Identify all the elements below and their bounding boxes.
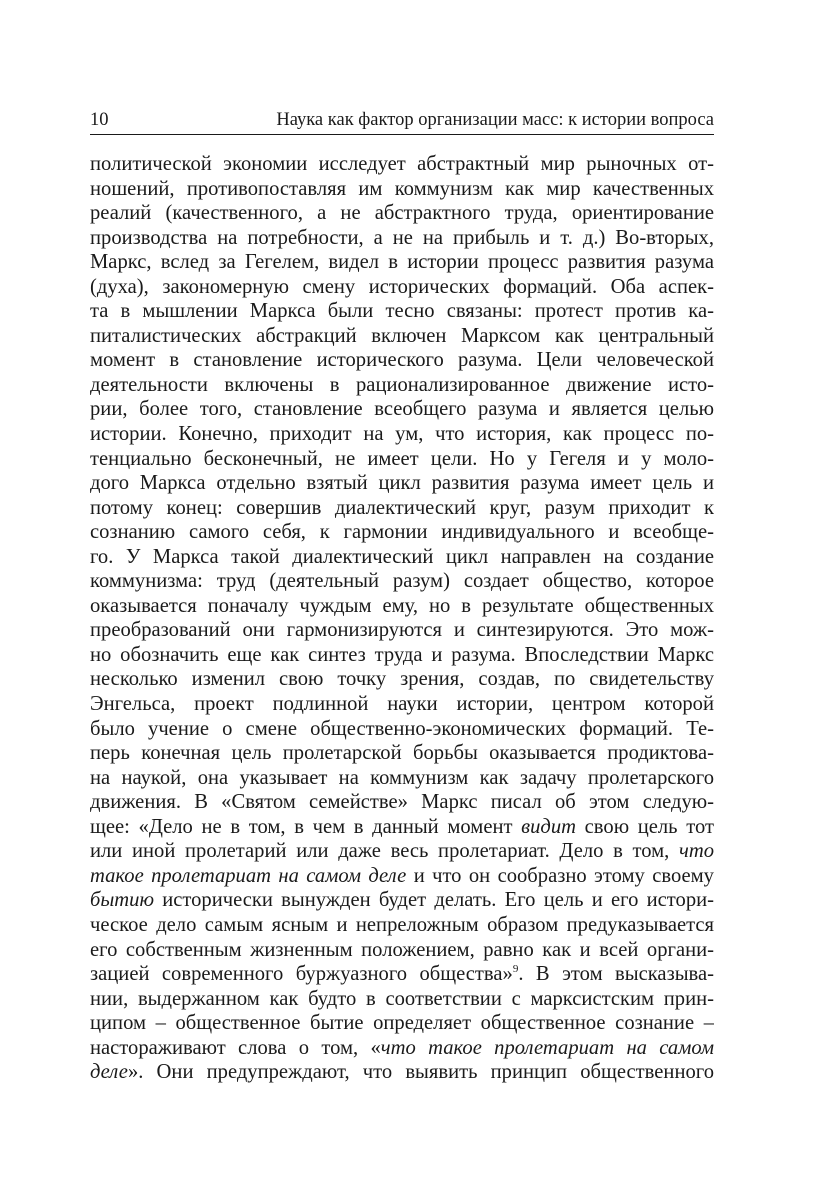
text-segment: та в мышлении Маркса были тесно связаны: протест против ка-: [90, 300, 714, 323]
text-line: [90, 741, 714, 766]
text-segment: свою цель тот: [576, 815, 714, 838]
text-segment: или иной пролетарий или даже весь пролетариат. Дело в том,: [90, 840, 679, 863]
text-line: [90, 201, 714, 226]
text-line: [90, 545, 714, 570]
text-segment: преобразований они гармонизируются и синтезируются. Это мож-: [90, 619, 714, 642]
text-segment: деятельности включены в рационализированное движение исто-: [90, 373, 714, 396]
text-line: [90, 692, 714, 717]
text-segment: питалистических абстракций включен Марксом как центральный: [90, 324, 714, 347]
text-segment: и что он сообразно этому своему: [406, 864, 714, 887]
text-segment: . В этом высказыва-: [518, 963, 714, 986]
text-line: [90, 397, 714, 422]
text-segment: на наукой, она указывает на коммунизм как задачу пролетарского: [90, 766, 714, 789]
text-line: [90, 226, 714, 251]
text-segment: сознанию самого себя, к гармонии индивидуального и всеобще-: [90, 521, 714, 544]
text-segment: перь конечная цель пролетарской борьбы оказывается продиктова-: [90, 742, 714, 765]
text-line: [90, 250, 714, 275]
text-segment: производства на потребности, а не на прибыль и т. д.) Во-вторых,: [90, 226, 714, 249]
text-line: [90, 618, 714, 643]
text-line: [90, 471, 714, 496]
text-line: [90, 643, 714, 668]
text-segment: но обозначить еще как синтез труда и разума. Впоследствии Маркс: [90, 643, 714, 666]
page-number: 10: [90, 110, 109, 130]
text-segment: ». Они предупреждают, что выявить принцип общественного: [127, 1061, 714, 1084]
italic-text: такое пролетариат на самом деле: [90, 864, 407, 887]
text-segment: политической экономии исследует абстрактный мир рыночных от-: [90, 153, 714, 175]
text-line: [90, 422, 714, 447]
text-segment: коммунизма: труд (деятельный разум) создает общество, которое: [90, 570, 714, 593]
text-line: [90, 348, 714, 373]
text-segment: истории. Конечно, приходит на ум, что история, как процесс по-: [90, 423, 714, 446]
text-segment: настораживают слова о том, «: [90, 1036, 381, 1059]
text-segment: (духа), закономерную смену исторических формаций. Оба аспек-: [90, 275, 714, 298]
text-segment: момент в становление исторического разума. Цели человеческой: [90, 349, 714, 372]
text-segment: дого Маркса отдельно взятый цикл развития разума имеет цель и: [90, 472, 714, 495]
text-segment: исторически вынужден будет делать. Его цель и его истори-: [154, 889, 714, 912]
text-line: [90, 864, 714, 889]
text-segment: ципом – общественное бытие определяет общественное сознание –: [90, 1012, 714, 1035]
text-line: [90, 717, 714, 742]
text-segment: реалий (качественного, а не абстрактного труда, ориентирование: [90, 202, 714, 225]
text-line: [90, 815, 714, 840]
footnote-marker[interactable]: 9: [512, 963, 519, 976]
text-line: [90, 324, 714, 349]
text-line: [90, 962, 714, 987]
text-segment: несколько изменил свою точку зрения, создав, по свидетельству: [90, 668, 714, 691]
text-segment: Маркс, вслед за Гегелем, видел в истории процесс развития разума: [90, 251, 714, 274]
text-line: [90, 152, 714, 177]
text-line: [90, 496, 714, 521]
body-text: [90, 152, 714, 1085]
text-segment: ношений, противопоставляя им коммунизм как мир качественных: [90, 177, 714, 200]
text-line: [90, 987, 714, 1012]
text-segment: было учение о смене общественно-экономических формаций. Те-: [90, 717, 714, 740]
text-segment: щее: «Дело не в том, в чем в данный момент: [90, 815, 522, 838]
text-segment: потому конец: совершив диалектический круг, разум приходит к: [90, 496, 714, 519]
text-line: [90, 1011, 714, 1036]
text-segment: ческое дело самым ясным и непреложным образом предуказывается: [90, 913, 714, 936]
text-line: [90, 299, 714, 324]
header-rule: [90, 134, 714, 135]
text-line: [90, 373, 714, 398]
text-line: [90, 938, 714, 963]
running-title: Наука как фактор организации масс: к истории вопроса: [276, 110, 714, 130]
text-segment: его собственным жизненным положением, равно как и всей органи-: [90, 938, 714, 961]
text-line: [90, 447, 714, 472]
italic-text: видит: [521, 815, 576, 838]
text-line: [90, 1060, 714, 1085]
text-line: [90, 839, 714, 864]
text-line: [90, 275, 714, 300]
text-line: [90, 594, 714, 619]
running-header: [90, 109, 714, 135]
text-segment: го. У Маркса такой диалектический цикл направлен на создание: [90, 545, 714, 568]
text-line: [90, 569, 714, 594]
italic-text: деле: [90, 1061, 128, 1084]
text-line: [90, 888, 714, 913]
text-segment: Энгельса, проект подлинной науки истории, центром которой: [90, 693, 714, 716]
text-segment: рии, более того, становление всеобщего разума и является целью: [90, 398, 714, 421]
text-segment: тенциально бесконечный, не имеет цели. Но у Гегеля и у моло-: [90, 447, 714, 470]
italic-text: что такое пролетариат на самом: [380, 1036, 714, 1059]
text-segment: нии, выдержанном как будто в соответствии с марксистским прин-: [90, 987, 714, 1010]
text-line: [90, 766, 714, 791]
text-segment: зацией современного буржуазного общества»: [90, 963, 513, 986]
text-line: [90, 177, 714, 202]
italic-text: бытию: [90, 889, 154, 912]
text-line: [90, 520, 714, 545]
text-line: [90, 790, 714, 815]
text-line: [90, 1036, 714, 1061]
italic-text: что: [679, 840, 714, 863]
text-line: [90, 913, 714, 938]
text-line: [90, 667, 714, 692]
text-segment: оказывается поначалу чуждым ему, но в результате общественных: [90, 594, 714, 617]
text-segment: движения. В «Святом семействе» Маркс писал об этом следую-: [90, 791, 714, 814]
